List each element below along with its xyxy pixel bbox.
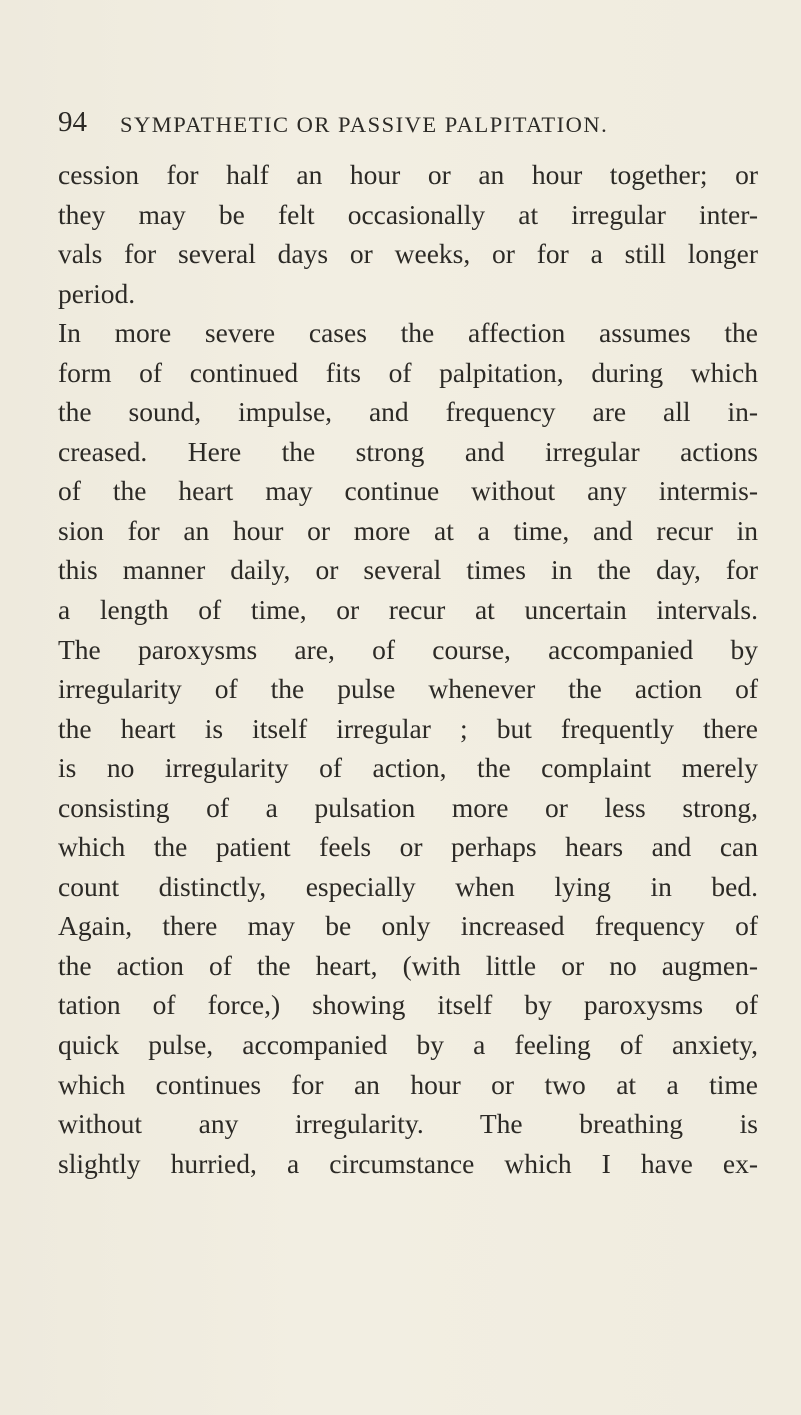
text-line: tation of force,) showing itself by paroxysms of bbox=[58, 989, 758, 1021]
text-line: count distinctly, especially when lying in bed. bbox=[58, 870, 758, 902]
text-line: creased. Here the strong and irregular actions bbox=[58, 435, 758, 467]
text-line: which the patient feels or perhaps hears and can bbox=[58, 831, 758, 863]
text-line: The paroxysms are, of course, accompanied by bbox=[58, 633, 758, 665]
text-line: In more severe cases the affection assumes the bbox=[58, 317, 758, 349]
text-line: form of continued fits of palpitation, during which bbox=[58, 356, 758, 388]
body-text bbox=[58, 155, 758, 1183]
text-line: the action of the heart, (with little or no augmen- bbox=[58, 949, 758, 981]
text-line: the sound, impulse, and frequency are all in- bbox=[58, 396, 758, 428]
text-line: quick pulse, accompanied by a feeling of anxiety, bbox=[58, 1029, 758, 1061]
text-line: without any irregularity. The breathing is bbox=[58, 1108, 758, 1140]
text-line: irregularity of the pulse whenever the action of bbox=[58, 673, 758, 705]
running-head: SYMPATHETIC OR PASSIVE PALPITATION. bbox=[120, 112, 609, 137]
text-line: is no irregularity of action, the complaint merely bbox=[58, 752, 758, 784]
text-line: sion for an hour or more at a time, and recur in bbox=[58, 514, 758, 546]
page-number: 94 bbox=[58, 106, 87, 138]
text-line: Again, there may be only increased frequency of bbox=[58, 910, 758, 942]
text-line: period. bbox=[58, 277, 136, 309]
page-header bbox=[58, 104, 758, 144]
text-line: this manner daily, or several times in the day, for bbox=[58, 554, 758, 586]
text-line: they may be felt occasionally at irregular inter- bbox=[58, 198, 758, 230]
text-line: consisting of a pulsation more or less strong, bbox=[58, 791, 758, 823]
text-line: of the heart may continue without any intermis- bbox=[58, 475, 758, 507]
text-line: cession for half an hour or an hour together; or bbox=[58, 159, 758, 190]
text-line: the heart is itself irregular ; but frequently there bbox=[58, 712, 758, 744]
text-line: vals for several days or weeks, or for a still longer bbox=[58, 238, 758, 270]
text-line: slightly hurried, a circumstance which I have ex- bbox=[58, 1147, 758, 1179]
text-line: which continues for an hour or two at a time bbox=[58, 1068, 758, 1100]
text-line: a length of time, or recur at uncertain intervals. bbox=[58, 594, 758, 626]
